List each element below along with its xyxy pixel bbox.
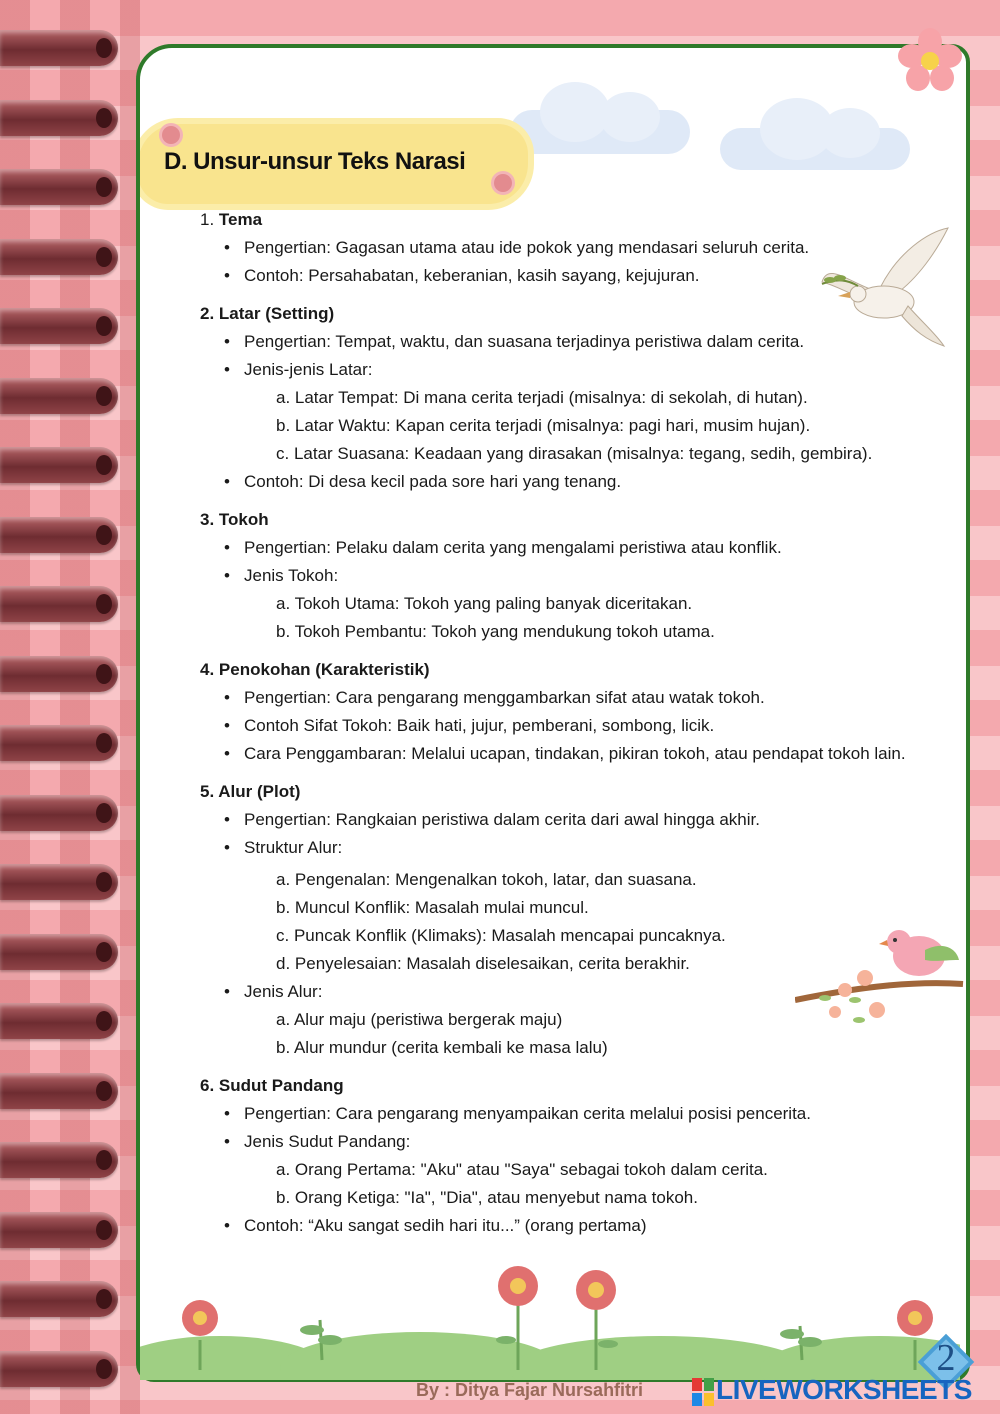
bullet-item (244, 834, 940, 862)
ring-hole (96, 594, 112, 614)
spiral-ring (0, 1351, 118, 1387)
bullet-item (244, 356, 940, 384)
sub-item: c. Puncak Konflik (Klimaks): Masalah mencapai puncaknya. (276, 926, 726, 945)
sub-item: a. Pengenalan: Mengenalkan tokoh, latar, dan suasana. (276, 870, 697, 889)
ring-hole (96, 108, 112, 128)
bullet-text: Pengertian: Cara pengarang menggambarkan sifat atau watak tokoh. (244, 688, 765, 707)
spiral-ring (0, 517, 118, 553)
cloud-decoration (720, 128, 910, 170)
spiral-ring (0, 934, 118, 970)
bullet-list (200, 1100, 940, 1240)
sub-item: a. Orang Pertama: "Aku" atau "Saya" sebagai tokoh dalam cerita. (276, 1160, 768, 1179)
ring-hole (96, 386, 112, 406)
bullet-item (244, 712, 940, 740)
spiral-ring (0, 30, 118, 66)
section-heading (200, 1072, 940, 1100)
ring-hole (96, 247, 112, 267)
spiral-ring (0, 308, 118, 344)
bullet-text: Jenis Sudut Pandang: (244, 1132, 411, 1151)
sub-item: b. Alur mundur (cerita kembali ke masa lalu) (276, 1038, 608, 1057)
bullet-text: Contoh Sifat Tokoh: Baik hati, jujur, pemberani, sombong, licik. (244, 716, 715, 735)
spiral-ring (0, 100, 118, 136)
ring-hole (96, 1150, 112, 1170)
content-list (200, 206, 940, 1240)
ring-hole (96, 733, 112, 753)
spiral-ring (0, 1003, 118, 1039)
bullet-text: Pengertian: Pelaku dalam cerita yang mengalami peristiwa atau konflik. (244, 538, 782, 557)
spiral-ring (0, 656, 118, 692)
section-number: 4. (200, 660, 215, 679)
ring-hole (96, 664, 112, 684)
bullet-text: Contoh: Di desa kecil pada sore hari yang tenang. (244, 472, 622, 491)
bullet-text: Jenis-jenis Latar: (244, 360, 373, 379)
bullet-text: Jenis Tokoh: (244, 566, 339, 585)
cloud-decoration (510, 110, 690, 154)
sub-item: d. Penyelesaian: Masalah diselesaikan, cerita berakhir. (276, 954, 690, 973)
section-gap (200, 1062, 940, 1072)
section-number: 6. (200, 1076, 215, 1095)
section-title: Latar (Setting) (218, 304, 335, 323)
section-title: Tokoh (218, 510, 269, 529)
spiral-ring (0, 169, 118, 205)
section-title: Alur (Plot) (218, 782, 301, 801)
section-number: 5. (200, 782, 215, 801)
section-title: Penokohan (Karakteristik) (218, 660, 430, 679)
ring-hole (96, 525, 112, 545)
bullet-list (200, 534, 940, 646)
ring-hole (96, 1289, 112, 1309)
bullet-item (244, 1100, 940, 1128)
ring-hole (96, 38, 112, 58)
sub-item: b. Tokoh Pembantu: Tokoh yang mendukung tokoh utama. (276, 622, 715, 641)
spiral-ring (0, 725, 118, 761)
sub-item: c. Latar Suasana: Keadaan yang dirasakan (misalnya: tegang, sedih, gembira). (276, 444, 873, 463)
author-credit: By : Ditya Fajar Nursahfitri (416, 1380, 644, 1400)
spiral-ring (0, 586, 118, 622)
spiral-ring (0, 864, 118, 900)
bullet-list (200, 328, 940, 496)
section-title: Tema (218, 210, 263, 229)
page-number: 2 (936, 1337, 956, 1379)
spiral-ring (0, 1281, 118, 1317)
bullet-item (244, 740, 940, 768)
bullet-text: Contoh: “Aku sangat sedih hari itu...” (orang pertama) (244, 1216, 647, 1235)
bullet-text: Struktur Alur: (244, 838, 343, 857)
bullet-text: Cara Penggambaran: Melalui ucapan, tindakan, pikiran tokoh, atau pendapat tokoh lain. (244, 744, 906, 763)
ring-hole (96, 1081, 112, 1101)
ring-hole (96, 177, 112, 197)
sub-item: b. Orang Ketiga: "Ia", "Dia", atau menyebut nama tokoh. (276, 1188, 698, 1207)
liveworksheets-logo-icon (692, 1378, 714, 1406)
bullet-text: Pengertian: Cara pengarang menyampaikan cerita melalui posisi pencerita. (244, 1104, 811, 1123)
section-heading (200, 778, 940, 806)
dove-icon (818, 222, 950, 352)
bullet-item (244, 534, 940, 562)
rose-icon (494, 174, 512, 192)
bullet-text: Pengertian: Tempat, waktu, dan suasana terjadinya peristiwa dalam cerita. (244, 332, 805, 351)
bottom-garden (140, 1260, 960, 1380)
bullet-text: Contoh: Persahabatan, keberanian, kasih sayang, kejujuran. (244, 266, 700, 285)
bullet-list (200, 684, 940, 768)
section-number: 1. (200, 210, 215, 229)
bullet-item (244, 562, 940, 590)
ring-hole (96, 455, 112, 475)
bullet-item (244, 468, 940, 496)
bullet-text: Pengertian: Rangkaian peristiwa dalam cerita dari awal hingga akhir. (244, 810, 760, 829)
section-gap (200, 768, 940, 778)
section-gap (200, 646, 940, 656)
sub-item: a. Alur maju (peristiwa bergerak maju) (276, 1010, 563, 1029)
bullet-item (244, 684, 940, 712)
ring-hole (96, 316, 112, 336)
section-gap (200, 496, 940, 506)
spiral-ring (0, 378, 118, 414)
section-number: 2. (200, 304, 215, 323)
section-heading (200, 656, 940, 684)
bullet-item (244, 1128, 940, 1156)
spiral-ring (0, 1073, 118, 1109)
bullet-text: Pengertian: Gagasan utama atau ide pokok yang mendasari seluruh cerita. (244, 238, 810, 257)
bird-branch-icon (795, 920, 965, 1030)
ring-hole (96, 803, 112, 823)
spiral-ring (0, 239, 118, 275)
sub-item: a. Tokoh Utama: Tokoh yang paling banyak diceritakan. (276, 594, 693, 613)
sub-item: b. Muncul Konflik: Masalah mulai muncul. (276, 898, 589, 917)
liveworksheets-brand[interactable]: LIVEWORKSHEETS (716, 1374, 972, 1405)
ring-hole (96, 1359, 112, 1379)
flower-icon (898, 28, 962, 92)
bullet-item (244, 806, 940, 834)
ring-hole (96, 1220, 112, 1240)
ring-hole (96, 872, 112, 892)
sub-item: b. Latar Waktu: Kapan cerita terjadi (misalnya: pagi hari, musim hujan). (276, 416, 811, 435)
ring-hole (96, 1011, 112, 1031)
section-heading (200, 506, 940, 534)
section-title: Sudut Pandang (218, 1076, 344, 1095)
left-margin-stripes (0, 0, 140, 1414)
bullet-text: Jenis Alur: (244, 982, 323, 1001)
spiral-ring (0, 795, 118, 831)
spiral-ring (0, 1212, 118, 1248)
rose-icon (162, 126, 180, 144)
bullet-item (244, 1212, 940, 1240)
spiral-ring (0, 1142, 118, 1178)
sub-item: a. Latar Tempat: Di mana cerita terjadi (misalnya: di sekolah, di hutan). (276, 388, 808, 407)
ring-hole (96, 942, 112, 962)
section-number: 3. (200, 510, 215, 529)
spiral-ring (0, 447, 118, 483)
page-title: D. Unsur-unsur Teks Narasi (164, 148, 466, 175)
